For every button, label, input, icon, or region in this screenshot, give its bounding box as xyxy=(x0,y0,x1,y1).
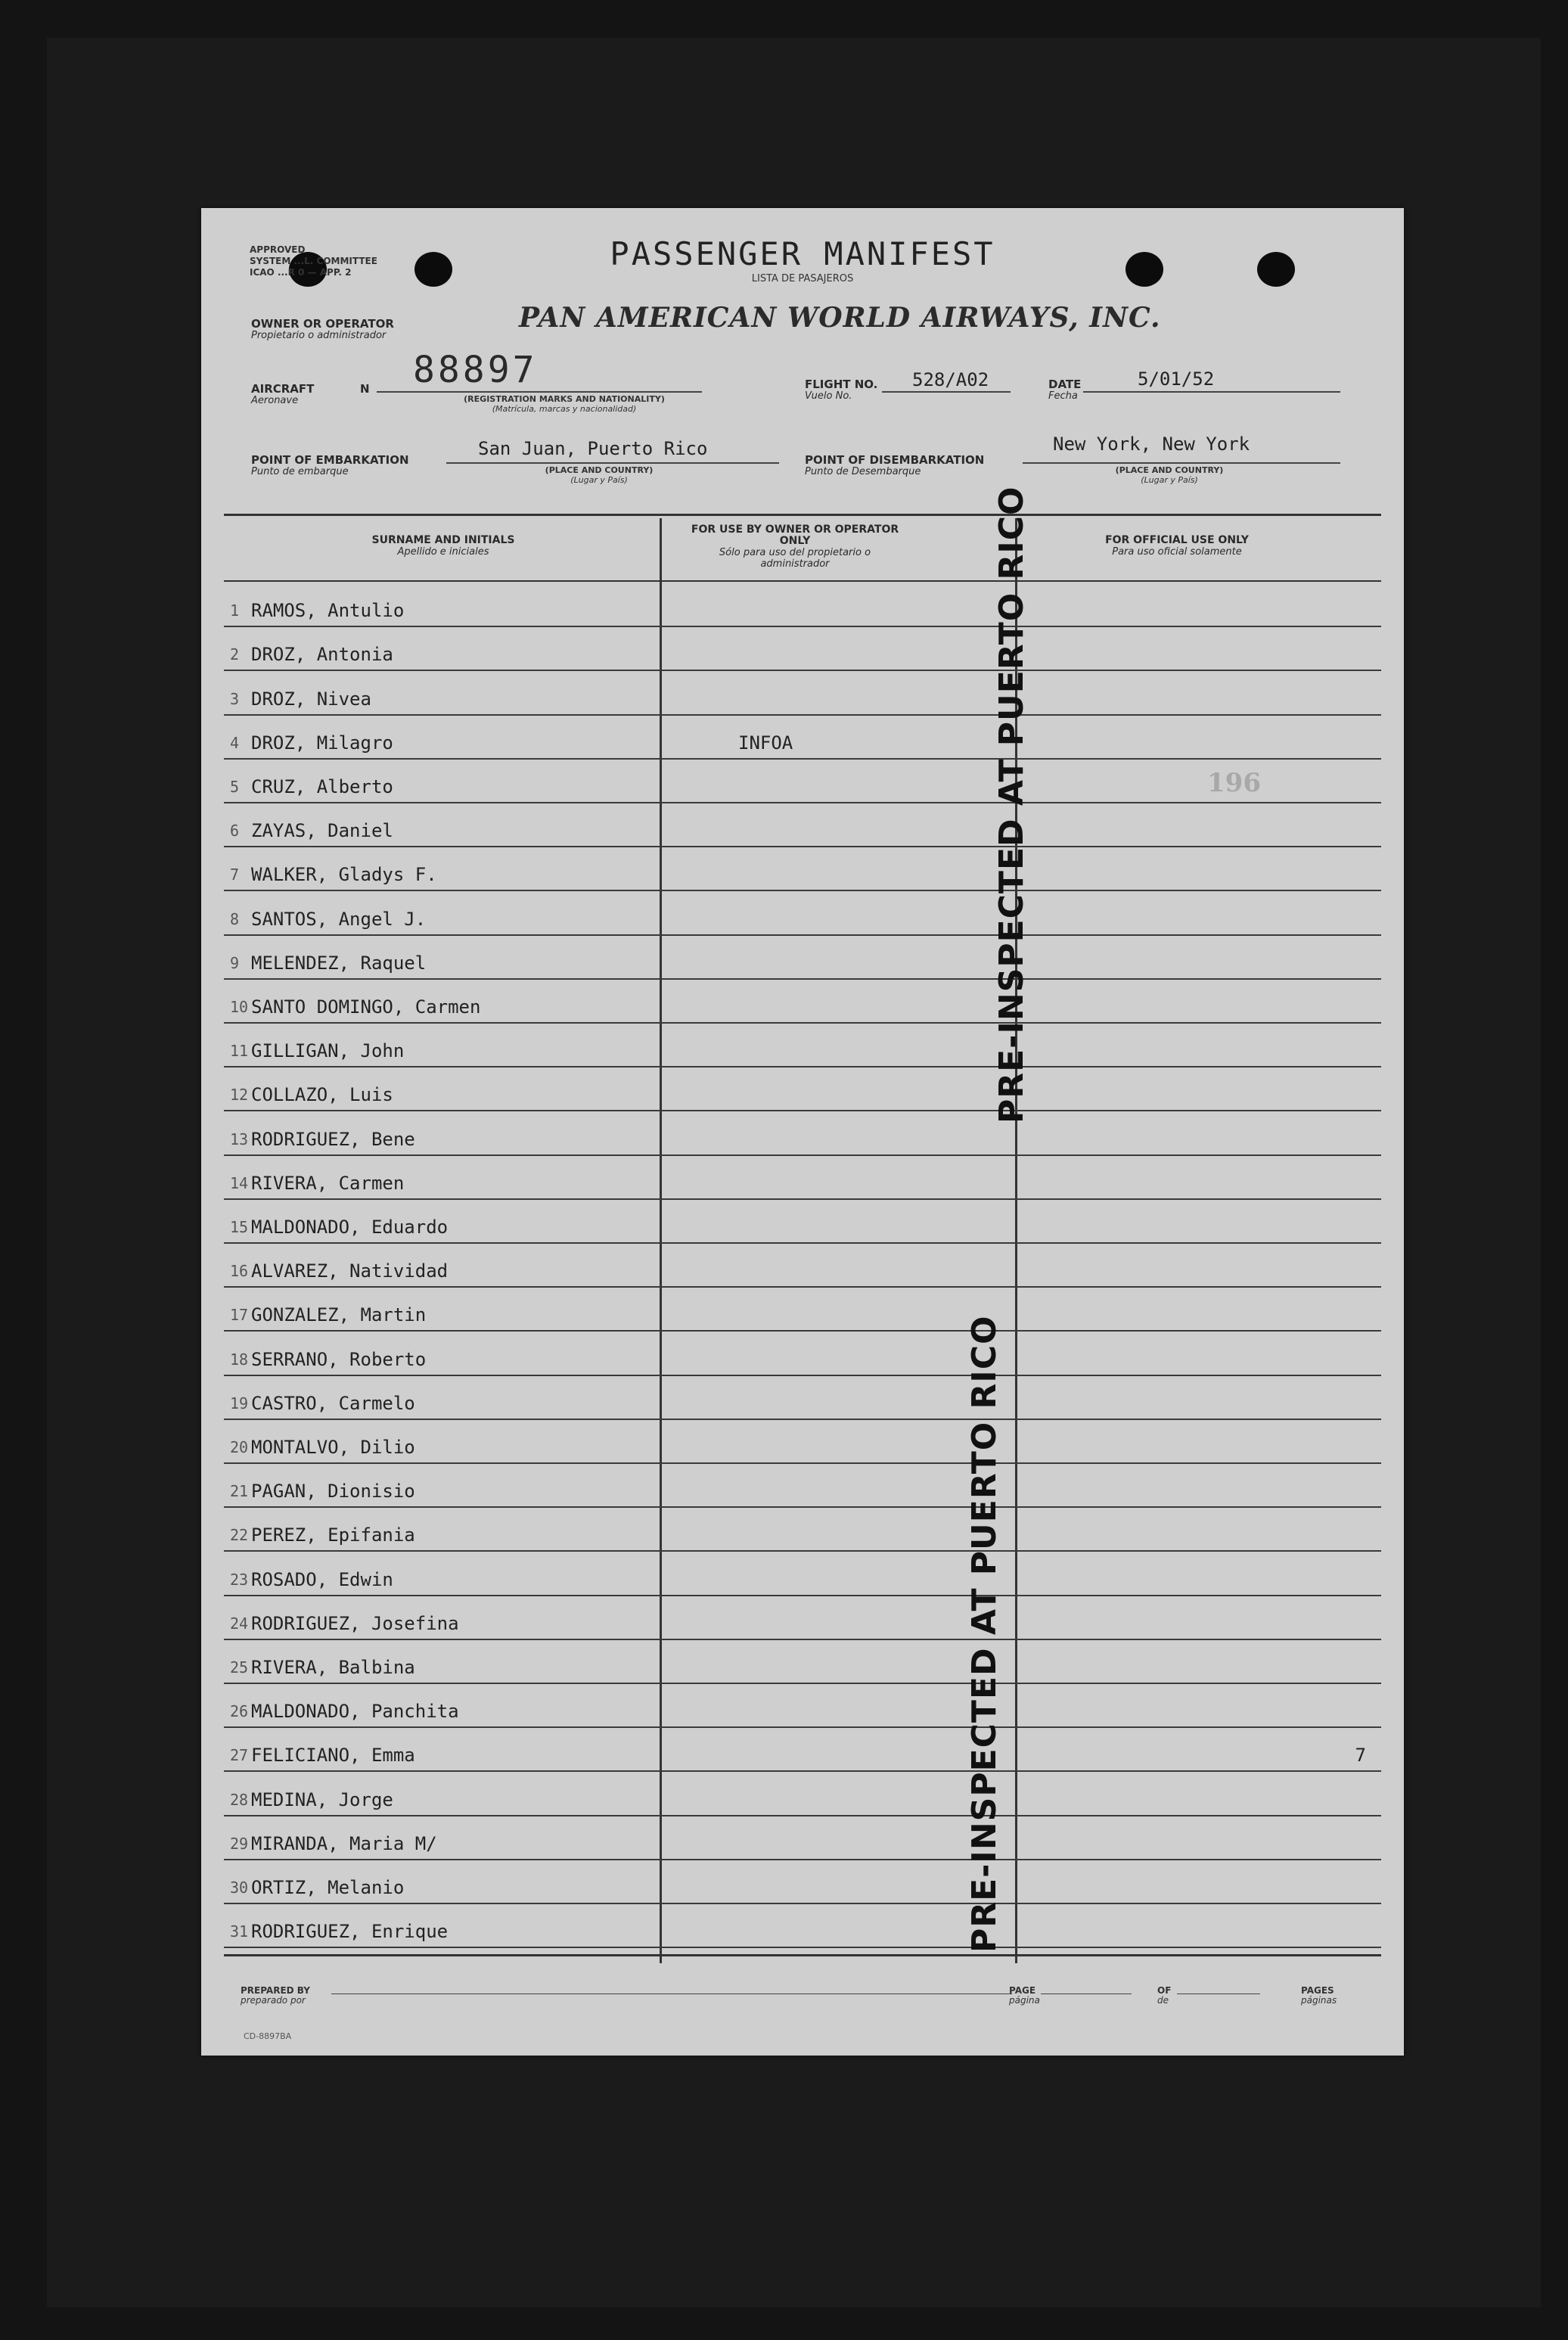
embark-note-en: (PLACE AND COUNTRY) xyxy=(545,465,654,475)
passenger-name: MALDONADO, Panchita xyxy=(251,1701,459,1723)
passenger-name: RAMOS, Antulio xyxy=(251,600,405,622)
row-number: 15 xyxy=(230,1217,249,1236)
pages-label-en: PAGES xyxy=(1301,1985,1334,1996)
table-row xyxy=(224,1596,1381,1640)
table-row xyxy=(224,1860,1381,1904)
column-header-owner-use-es: Sólo para uso del propietario o administrador xyxy=(719,547,871,570)
passenger-name: PAGAN, Dionisio xyxy=(251,1481,415,1503)
aircraft-label-en: AIRCRAFT xyxy=(251,382,315,396)
row-number: 30 xyxy=(230,1878,249,1897)
row-number: 22 xyxy=(230,1526,249,1545)
disembark-note xyxy=(1101,465,1237,485)
disembark-place: New York, New York xyxy=(1053,434,1250,455)
row-number: 2 xyxy=(230,645,240,664)
table-row xyxy=(224,1376,1381,1420)
table-row xyxy=(224,803,1381,847)
passenger-name: MALDONADO, Eduardo xyxy=(251,1216,449,1238)
approval-line: APPROVED xyxy=(250,244,306,255)
owner-note: INFOA xyxy=(738,732,793,754)
passenger-name: CASTRO, Carmelo xyxy=(251,1392,415,1414)
disembark-label-es: Punto de Desembarque xyxy=(805,466,921,477)
passenger-name: GILLIGAN, John xyxy=(251,1040,405,1062)
pre-inspected-stamp: PRE-INSPECTED AT PUERTO RICO xyxy=(992,486,1031,1123)
page-label xyxy=(1009,1986,1040,2006)
table-row xyxy=(224,1508,1381,1552)
row-number: 17 xyxy=(230,1306,249,1325)
page-label-es: página xyxy=(1009,1995,1040,2006)
passenger-name: MEDINA, Jorge xyxy=(251,1788,393,1810)
manifest-page xyxy=(201,208,1404,2056)
form-subtitle: LISTA DE PASAJEROS xyxy=(751,273,854,284)
flight-underline xyxy=(882,391,1011,393)
table-row xyxy=(224,1640,1381,1684)
passenger-name: SANTOS, Angel J. xyxy=(251,908,427,930)
date-label-en: DATE xyxy=(1048,378,1082,391)
passenger-name: RODRIGUEZ, Josefina xyxy=(251,1612,459,1634)
passenger-name: WALKER, Gladys F. xyxy=(251,864,437,886)
approval-line: SYSTEM ...L. COMMITTEE xyxy=(250,256,377,266)
embark-label-en: POINT OF EMBARKATION xyxy=(251,453,409,467)
embark-note xyxy=(531,465,667,485)
form-title: PASSENGER MANIFEST xyxy=(610,235,995,272)
table-row xyxy=(224,891,1381,935)
row-number: 14 xyxy=(230,1173,249,1192)
row-number: 5 xyxy=(230,777,240,796)
row-number: 1 xyxy=(230,601,240,620)
table-bottom-rule xyxy=(224,1954,1381,1956)
aircraft-no-prefix: N xyxy=(360,382,370,396)
embark-label-es: Punto de embarque xyxy=(251,466,349,477)
row-number: 27 xyxy=(230,1746,249,1765)
disembark-label-en: POINT OF DISEMBARKATION xyxy=(805,453,985,467)
flight-date: 5/01/52 xyxy=(1138,368,1215,390)
passenger-name: RIVERA, Balbina xyxy=(251,1656,415,1678)
table-row xyxy=(224,1067,1381,1111)
table-row xyxy=(224,1111,1381,1155)
table-row xyxy=(224,1200,1381,1244)
column-header-name xyxy=(247,535,640,558)
row-number: 25 xyxy=(230,1658,249,1677)
table-row xyxy=(224,1552,1381,1596)
row-number: 11 xyxy=(230,1042,249,1061)
flight-label-en: FLIGHT NO. xyxy=(805,378,878,391)
row-number: 7 xyxy=(230,865,240,884)
row-number: 29 xyxy=(230,1834,249,1853)
passenger-name: SANTO DOMINGO, Carmen xyxy=(251,996,481,1018)
row-number: 19 xyxy=(230,1394,249,1412)
row-number: 26 xyxy=(230,1702,249,1721)
row-number: 12 xyxy=(230,1086,249,1105)
column-header-owner-use xyxy=(685,524,905,570)
table-row xyxy=(224,583,1381,627)
row-number: 3 xyxy=(230,689,240,708)
table-row xyxy=(224,1156,1381,1200)
row-number: 28 xyxy=(230,1790,249,1809)
row-number: 6 xyxy=(230,822,240,841)
row-number: 21 xyxy=(230,1482,249,1501)
owner-label-en: OWNER OR OPERATOR xyxy=(251,317,394,331)
table-row xyxy=(224,627,1381,671)
passenger-name: DROZ, Nivea xyxy=(251,688,371,710)
passenger-name: DROZ, Milagro xyxy=(251,732,393,754)
approval-line: ICAO ...R 0 — APP. 2 xyxy=(250,267,352,278)
passenger-name: COLLAZO, Luis xyxy=(251,1084,393,1106)
registration-note-es: (Matrícula, marcas y nacionalidad) xyxy=(492,404,637,414)
flight-label xyxy=(805,379,877,402)
column-header-official-en: FOR OFFICIAL USE ONLY xyxy=(1105,534,1249,546)
passenger-name: RODRIGUEZ, Bene xyxy=(251,1128,415,1150)
table-row xyxy=(224,1816,1381,1860)
table-row xyxy=(224,1332,1381,1375)
table-row xyxy=(224,936,1381,980)
table-row xyxy=(224,716,1381,760)
date-label xyxy=(1048,379,1081,402)
embark-note-es: (Lugar y País) xyxy=(570,475,628,485)
row-number: 20 xyxy=(230,1437,249,1456)
header-bottom-rule xyxy=(224,580,1381,582)
row-number: 10 xyxy=(230,997,249,1016)
passenger-name: DROZ, Antonia xyxy=(251,644,393,666)
pages-label-es: páginas xyxy=(1301,1995,1337,2006)
table-row xyxy=(224,1684,1381,1728)
prepared-by-es: preparado por xyxy=(241,1995,306,2006)
passenger-name: FELICIANO, Emma xyxy=(251,1745,415,1767)
row-number: 8 xyxy=(230,909,240,928)
table-row xyxy=(224,1904,1381,1948)
table-row xyxy=(224,671,1381,715)
disembark-label xyxy=(805,455,984,477)
passenger-name: RIVERA, Carmen xyxy=(251,1172,405,1194)
column-header-official xyxy=(1041,535,1313,558)
faint-stamp-number: 196 xyxy=(1207,768,1261,798)
aircraft-underline xyxy=(377,391,702,393)
disembark-note-es: (Lugar y País) xyxy=(1141,475,1198,485)
aircraft-label xyxy=(251,384,314,406)
row-number: 24 xyxy=(230,1614,249,1633)
passenger-name: MELENDEZ, Raquel xyxy=(251,952,427,974)
prepared-by-en: PREPARED BY xyxy=(241,1985,310,1996)
flight-number: 528/A02 xyxy=(912,369,989,390)
row-number: 16 xyxy=(230,1262,249,1281)
flight-label-es: Vuelo No. xyxy=(805,390,852,402)
passenger-name: MIRANDA, Maria M/ xyxy=(251,1832,437,1854)
passenger-name: CRUZ, Alberto xyxy=(251,775,393,797)
passenger-name: MONTALVO, Dilio xyxy=(251,1436,415,1458)
disembark-underline xyxy=(1023,462,1340,464)
row-number: 13 xyxy=(230,1130,249,1148)
passenger-name: ZAYAS, Daniel xyxy=(251,820,393,842)
table-row xyxy=(224,980,1381,1024)
owner-label xyxy=(251,319,394,341)
table-top-rule xyxy=(224,514,1381,516)
disembark-note-en: (PLACE AND COUNTRY) xyxy=(1115,465,1224,475)
passenger-name: RODRIGUEZ, Enrique xyxy=(251,1921,449,1943)
row-number: 4 xyxy=(230,733,240,752)
prepared-by-label xyxy=(241,1986,310,2006)
row-number: 18 xyxy=(230,1350,249,1369)
table-row xyxy=(224,1288,1381,1332)
column-header-name-es: Apellido e iniciales xyxy=(397,546,489,558)
passenger-name: GONZALEZ, Martin xyxy=(251,1304,427,1326)
of-label xyxy=(1157,1986,1171,2006)
embark-underline xyxy=(446,462,779,464)
passenger-name: ROSADO, Edwin xyxy=(251,1568,393,1590)
operator-name: PAN AMERICAN WORLD AIRWAYS, INC. xyxy=(519,302,1161,334)
row-number: 23 xyxy=(230,1570,249,1589)
embark-label xyxy=(251,455,409,477)
passenger-name: SERRANO, Roberto xyxy=(251,1348,427,1370)
passenger-name: ORTIZ, Melanio xyxy=(251,1876,405,1898)
date-underline xyxy=(1083,391,1340,393)
date-label-es: Fecha xyxy=(1048,390,1078,402)
of-label-en: OF xyxy=(1157,1985,1172,1996)
pre-inspected-stamp: PRE-INSPECTED AT PUERTO RICO xyxy=(965,1315,1004,1953)
pages-label xyxy=(1301,1986,1337,2006)
table-row xyxy=(224,1024,1381,1067)
aircraft-number: 88897 xyxy=(413,349,538,391)
form-number: CD-8897BA xyxy=(244,2031,292,2041)
of-label-es: de xyxy=(1157,1995,1169,2006)
column-header-owner-use-en: FOR USE BY OWNER OR OPERATOR ONLY xyxy=(691,524,899,547)
table-row xyxy=(224,847,1381,891)
table-row xyxy=(224,1728,1381,1772)
registration-note xyxy=(428,394,700,414)
passenger-name: ALVAREZ, Natividad xyxy=(251,1260,449,1282)
row-number: 31 xyxy=(230,1922,249,1941)
aircraft-label-es: Aeronave xyxy=(251,395,299,406)
table-row xyxy=(224,1464,1381,1508)
embark-place: San Juan, Puerto Rico xyxy=(478,438,708,459)
table-row xyxy=(224,1420,1381,1464)
page-label-en: PAGE xyxy=(1009,1985,1036,1996)
passenger-name: PEREZ, Epifania xyxy=(251,1524,415,1546)
table-row xyxy=(224,1244,1381,1288)
row-number: 9 xyxy=(230,953,240,972)
registration-note-en: (REGISTRATION MARKS AND NATIONALITY) xyxy=(464,394,665,404)
table-row xyxy=(224,1772,1381,1816)
owner-label-es: Propietario o administrador xyxy=(251,330,387,341)
official-note: 7 xyxy=(1355,1745,1366,1767)
column-header-name-en: SURNAME AND INITIALS xyxy=(371,534,515,546)
column-header-official-es: Para uso oficial solamente xyxy=(1112,546,1242,558)
